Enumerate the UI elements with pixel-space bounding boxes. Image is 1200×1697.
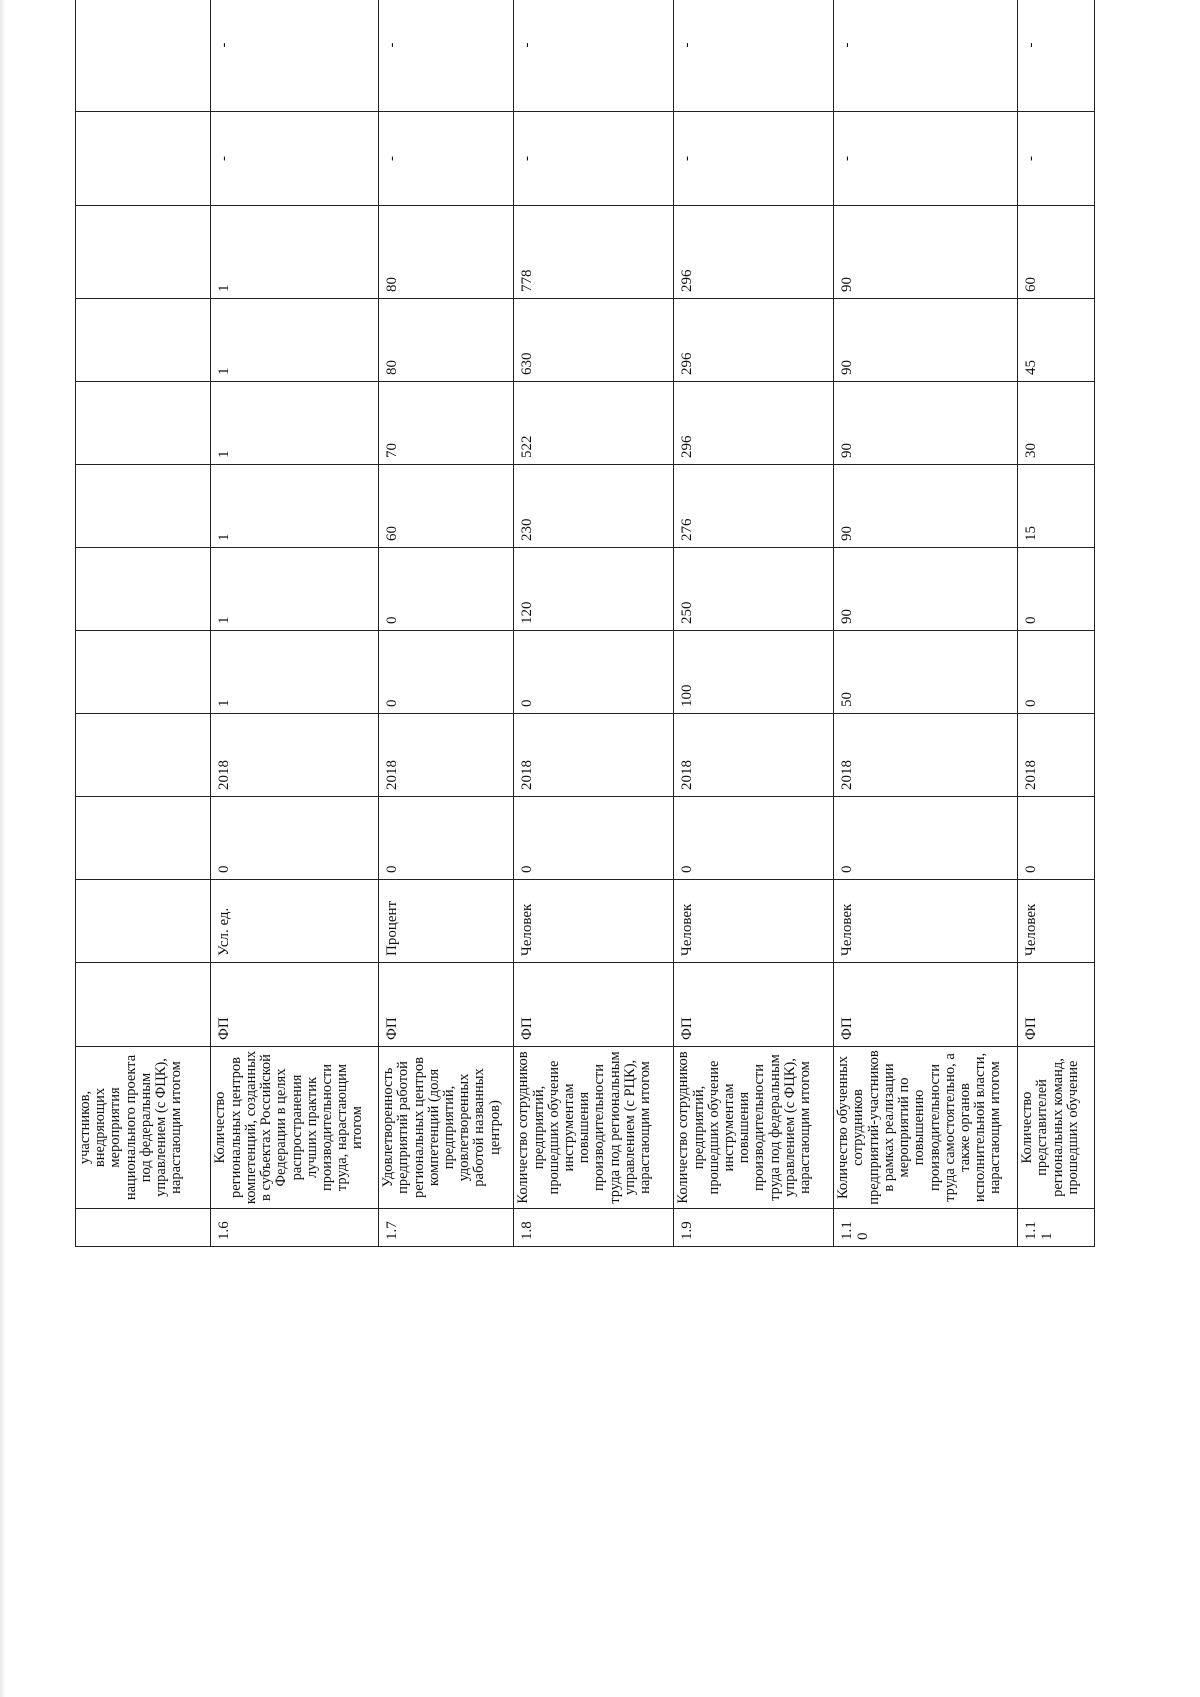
year-value: 0 <box>379 548 514 631</box>
base-year: 2018 <box>379 714 514 797</box>
row-number: 1.7 <box>379 1209 514 1247</box>
extra-value: - <box>379 112 514 206</box>
base-value: 0 <box>211 797 379 880</box>
unit-of-measure: Человек <box>1018 880 1095 963</box>
year-value: 0 <box>1018 548 1095 631</box>
extra-value: - <box>674 112 834 206</box>
indicator-name: Количество сотрудников предприятий, прошедших обучение инструментам повышения производительности труда под федеральным управлением (с ФЦК), нарастающим итогом <box>674 1047 834 1209</box>
indicators-table <box>75 0 1095 1247</box>
extra-value: - <box>211 0 379 112</box>
year-value <box>76 631 211 714</box>
base-year: 2018 <box>834 714 1018 797</box>
base-year: 2018 <box>211 714 379 797</box>
base-year: 2018 <box>1018 714 1095 797</box>
extra-value: - <box>834 112 1018 206</box>
year-value: 0 <box>514 631 674 714</box>
row-number <box>76 1209 211 1247</box>
indicator-name: Количество региональных центров компетенций, созданных в субъектах Российской Федерации в целях распространения лучших практик производительности труда, нарастающим итогом <box>211 1047 379 1209</box>
row-number: 1.10 <box>834 1209 1018 1247</box>
year-value: 250 <box>674 548 834 631</box>
year-value: 296 <box>674 382 834 465</box>
year-value: 80 <box>379 206 514 299</box>
table-row <box>76 0 211 1247</box>
year-value: 50 <box>834 631 1018 714</box>
year-value <box>76 299 211 382</box>
indicator-source: ФП <box>514 963 674 1047</box>
year-value: 80 <box>379 299 514 382</box>
table-row <box>1018 0 1095 1247</box>
table-row <box>674 0 834 1247</box>
extra-value: - <box>834 0 1018 112</box>
table-row <box>514 0 674 1247</box>
year-value: 1 <box>211 548 379 631</box>
row-number: 1.9 <box>674 1209 834 1247</box>
indicator-source: ФП <box>211 963 379 1047</box>
year-value: 1 <box>211 382 379 465</box>
base-year <box>76 714 211 797</box>
row-number: 1.6 <box>211 1209 379 1247</box>
year-value: 60 <box>379 465 514 548</box>
indicator-name: Удовлетворенность предприятий работой региональных центров компетенций (доля предприятий, удовлетворенных работой названных центров) <box>379 1047 514 1209</box>
base-year: 2018 <box>514 714 674 797</box>
year-value: 296 <box>674 299 834 382</box>
extra-value <box>76 0 211 112</box>
row-number: 1.8 <box>514 1209 674 1247</box>
year-value: 1 <box>211 631 379 714</box>
year-value: 45 <box>1018 299 1095 382</box>
unit-of-measure: Человек <box>834 880 1018 963</box>
year-value: 296 <box>674 206 834 299</box>
year-value: 0 <box>379 631 514 714</box>
year-value <box>76 465 211 548</box>
extra-value <box>76 112 211 206</box>
indicator-name: Количество сотрудников предприятий, прошедших обучение инструментам повышения производительности труда под региональным управлением (с РЦК), нарастающим итогом <box>514 1047 674 1209</box>
year-value: 90 <box>834 299 1018 382</box>
base-value: 0 <box>514 797 674 880</box>
base-year: 2018 <box>674 714 834 797</box>
indicator-source: ФП <box>834 963 1018 1047</box>
year-value: 0 <box>1018 631 1095 714</box>
rotated-page <box>75 42 1095 1247</box>
year-value: 90 <box>834 548 1018 631</box>
scan-edge <box>0 0 6 1697</box>
unit-of-measure: Человек <box>514 880 674 963</box>
base-value: 0 <box>674 797 834 880</box>
extra-value: - <box>379 0 514 112</box>
base-value: 0 <box>1018 797 1095 880</box>
extra-value: - <box>674 0 834 112</box>
unit-of-measure: Усл. ед. <box>211 880 379 963</box>
year-value: 100 <box>674 631 834 714</box>
year-value: 778 <box>514 206 674 299</box>
year-value: 60 <box>1018 206 1095 299</box>
year-value: 90 <box>834 382 1018 465</box>
unit-of-measure: Человек <box>674 880 834 963</box>
indicator-name: Количество обученных сотрудников предприятий-участников в рамках реализации мероприятий по повышению производительности труда самостоятельно, а также органов исполнительной власти, нарастающим итогом <box>834 1047 1018 1209</box>
base-value <box>76 797 211 880</box>
indicator-name: участников, внедряющих мероприятия национального проекта под федеральным управлением (с ФЦК), нарастающим итогом <box>76 1047 211 1209</box>
year-value <box>76 548 211 631</box>
extra-value: - <box>514 112 674 206</box>
year-value: 30 <box>1018 382 1095 465</box>
table-body <box>76 0 1095 1247</box>
year-value: 70 <box>379 382 514 465</box>
year-value: 1 <box>211 206 379 299</box>
year-value: 276 <box>674 465 834 548</box>
year-value: 522 <box>514 382 674 465</box>
year-value <box>76 382 211 465</box>
extra-value: - <box>1018 0 1095 112</box>
indicator-name: Количество представителей региональных команд, прошедших обучение <box>1018 1047 1095 1209</box>
year-value: 630 <box>514 299 674 382</box>
year-value: 230 <box>514 465 674 548</box>
unit-of-measure <box>76 880 211 963</box>
base-value: 0 <box>834 797 1018 880</box>
table-row <box>211 0 379 1247</box>
year-value: 1 <box>211 299 379 382</box>
year-value <box>76 206 211 299</box>
year-value: 90 <box>834 206 1018 299</box>
extra-value: - <box>211 112 379 206</box>
extra-value: - <box>1018 112 1095 206</box>
year-value: 120 <box>514 548 674 631</box>
year-value: 90 <box>834 465 1018 548</box>
indicator-source: ФП <box>674 963 834 1047</box>
base-value: 0 <box>379 797 514 880</box>
row-number: 1.11 <box>1018 1209 1095 1247</box>
table-row <box>834 0 1018 1247</box>
table-row <box>379 0 514 1247</box>
year-value: 15 <box>1018 465 1095 548</box>
indicator-source: ФП <box>1018 963 1095 1047</box>
year-value: 1 <box>211 465 379 548</box>
extra-value: - <box>514 0 674 112</box>
unit-of-measure: Процент <box>379 880 514 963</box>
indicator-source: ФП <box>379 963 514 1047</box>
indicator-source <box>76 963 211 1047</box>
